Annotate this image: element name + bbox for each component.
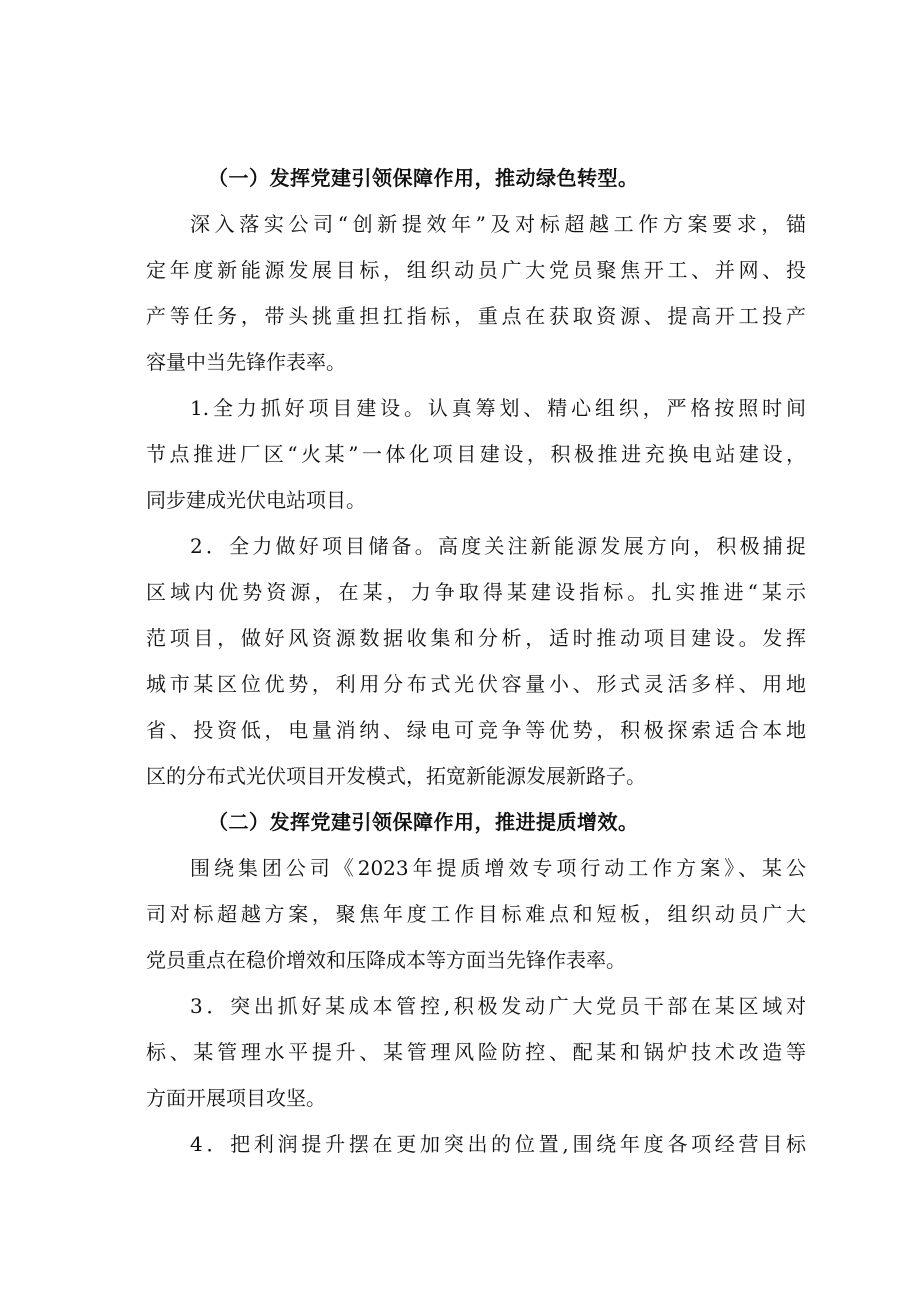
text-line: 同步建成光伏电站项目。 bbox=[146, 488, 366, 512]
document-body bbox=[146, 155, 806, 1167]
list-item-4 bbox=[146, 1121, 806, 1167]
section-heading-1: （一）发挥党建引领保障作用，推动绿色转型。 bbox=[208, 166, 639, 190]
section-heading-2: （二）发挥党建引领保障作用，推进提质增效。 bbox=[208, 810, 639, 834]
text-line: 容量中当先锋作表率。 bbox=[146, 350, 346, 374]
text-line: 区域内优势资源，在某，力争取得某建设指标。扎实推进“某示 bbox=[146, 580, 806, 604]
text-line: 3．突出抓好某成本管控,积极发动广大党员干部在某区域对 bbox=[190, 994, 806, 1018]
text-line: 2．全力做好项目储备。高度关注新能源发展方向，积极捕捉 bbox=[190, 534, 806, 558]
text-line: 标、某管理水平提升、某管理风险防控、配某和锅炉技术改造等 bbox=[146, 1040, 806, 1064]
list-item-1 bbox=[146, 385, 806, 523]
text-line: 节点推进厂区“火某”一体化项目建设，积极推进充换电站建设， bbox=[146, 442, 806, 466]
paragraph-1 bbox=[146, 201, 806, 385]
text-line: 1.全力抓好项目建设。认真筹划、精心组织，严格按照时间 bbox=[190, 396, 806, 420]
text-line: 围绕集团公司《2023年提质增效专项行动工作方案》、某公 bbox=[190, 856, 806, 880]
text-line: 方面开展项目攻坚。 bbox=[146, 1086, 326, 1110]
text-line: 范项目，做好风资源数据收集和分析，适时推动项目建设。发挥 bbox=[146, 626, 806, 650]
text-line: 城市某区位优势，利用分布式光伏容量小、形式灵活多样、用地 bbox=[146, 672, 806, 696]
paragraph-2 bbox=[146, 845, 806, 983]
text-line: 深入落实公司“创新提效年”及对标超越工作方案要求，锚 bbox=[190, 212, 806, 236]
text-line: 司对标超越方案，聚焦年度工作目标难点和短板，组织动员广大 bbox=[146, 902, 806, 926]
text-line: 党员重点在稳价增效和压降成本等方面当先锋作表率。 bbox=[146, 948, 626, 972]
text-line: 区的分布式光伏项目开发模式，拓宽新能源发展新路子。 bbox=[146, 764, 646, 788]
text-line: 定年度新能源发展目标，组织动员广大党员聚焦开工、并网、投 bbox=[146, 258, 806, 282]
text-line: 4．把利润提升摆在更加突出的位置,围绕年度各项经营目标 bbox=[190, 1132, 806, 1156]
text-line: 省、投资低，电量消纳、绿电可竞争等优势，积极探索适合本地 bbox=[146, 718, 806, 742]
list-item-3 bbox=[146, 983, 806, 1121]
list-item-2 bbox=[146, 523, 806, 799]
text-line: 产等任务，带头挑重担扛指标，重点在获取资源、提高开工投产 bbox=[146, 304, 806, 328]
